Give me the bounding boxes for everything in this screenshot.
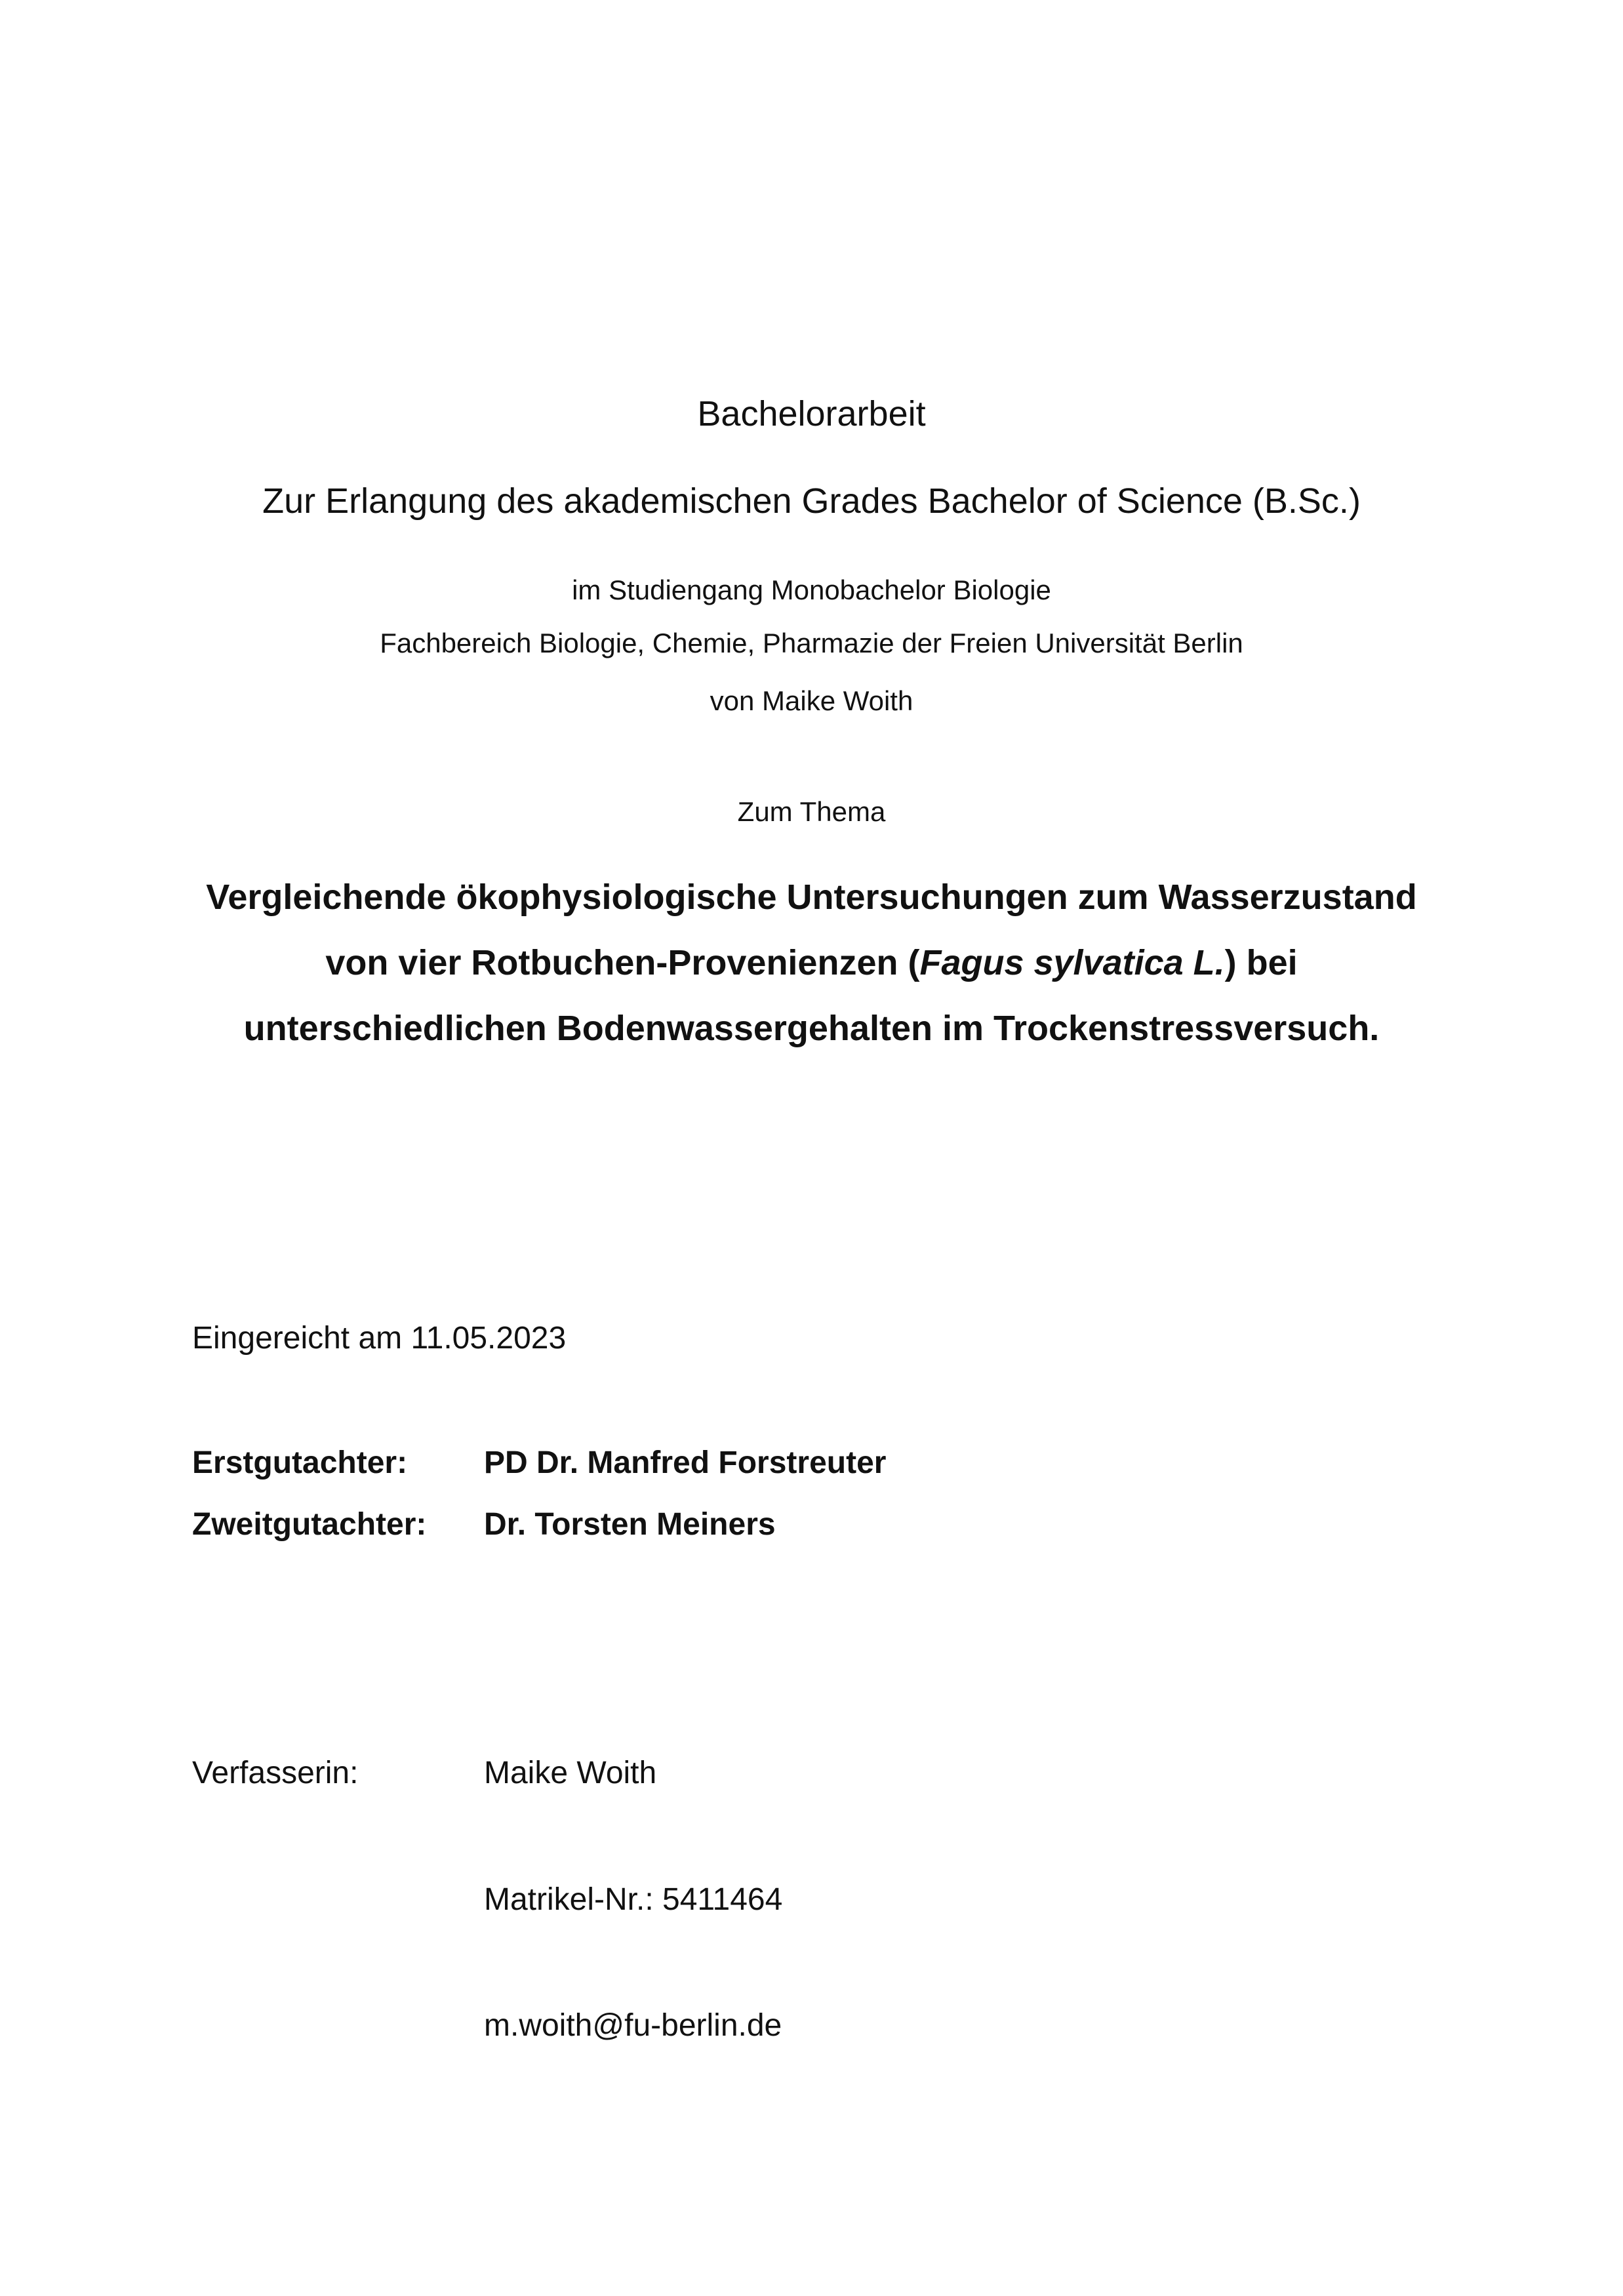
title-line-1: Vergleichende ökophysiologische Untersuchungen zum Wasserzustand [206,877,1417,917]
department: Fachbereich Biologie, Chemie, Pharmazie der Freien Universität Berlin [380,628,1243,658]
study-program: im Studiengang Monobachelor Biologie [572,574,1051,605]
author-name: Maike Woith [484,1756,657,1790]
author-email: m.woith@fu-berlin.de [484,2008,782,2043]
submission-date: Eingereicht am 11.05.2023 [192,1321,567,1356]
degree-purpose: Zur Erlangung des akademischen Grades Bachelor of Science (B.Sc.) [262,481,1361,521]
title-line-2 [0,930,1623,996]
author-line: von Maike Woith [710,685,913,716]
thesis-type: Bachelorarbeit [697,394,926,433]
second-reviewer-label: Zweitgutachter: [192,1507,427,1542]
title-line-2-end: ) bei [1224,943,1298,982]
topic-label: Zum Thema [737,796,886,827]
title-line-3: unterschiedlichen Bodenwassergehalten im Trockenstressversuch. [243,1009,1380,1048]
student-id: Matrikel-Nr.: 5411464 [484,1882,783,1917]
first-reviewer-label: Erstgutachter: [192,1445,408,1480]
species-name: Fagus sylvatica L. [919,943,1225,982]
second-reviewer-name: Dr. Torsten Meiners [484,1507,776,1542]
title-line-2-start: von vier Rotbuchen-Provenienzen ( [325,943,920,982]
first-reviewer-name: PD Dr. Manfred Forstreuter [484,1445,887,1480]
author-label: Verfasserin: [192,1756,359,1790]
thesis-title [0,864,1623,1061]
